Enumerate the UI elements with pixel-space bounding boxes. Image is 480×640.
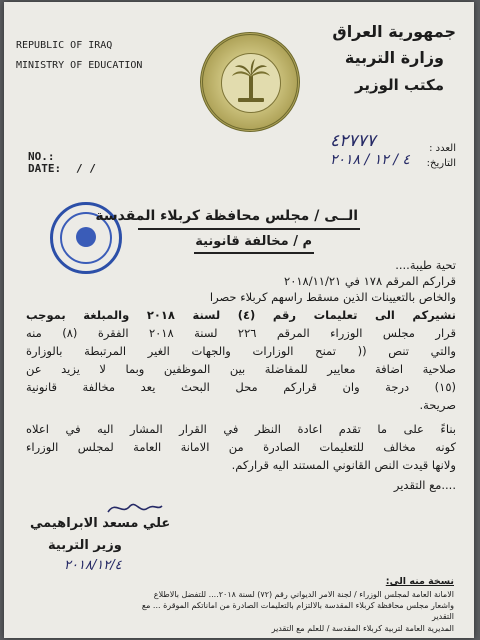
header-ar-ministry: وزارة التربية bbox=[344, 48, 444, 67]
body-line: قرار مجلس الوزراء المرقم ٢٢٦ لسنة ٢٠١٨ الفقرة (٨) منه bbox=[26, 326, 456, 340]
signature-date: ٢٠١٨/١٢/٤ bbox=[64, 558, 122, 573]
ar-number-label: العدد : bbox=[429, 143, 456, 154]
signature-scribble-icon bbox=[104, 498, 164, 518]
date-label: DATE: bbox=[28, 162, 62, 175]
addressee-to: الــى / مجلس محافظة كربلاء المقدسة bbox=[95, 208, 358, 224]
header-en-country: REPUBLIC OF IRAQ bbox=[16, 40, 113, 51]
ar-date-label: التاريخ: bbox=[426, 158, 456, 169]
body-line: تحية طيبة.... bbox=[395, 258, 456, 272]
no-label: NO.: bbox=[28, 150, 55, 163]
ar-number-value: ٤٢٧٧٧ bbox=[330, 131, 376, 151]
cc-item: المديرية العامة لتربية كربلاء المقدسة / للعلم مع التقدير bbox=[271, 624, 454, 633]
cc-heading: نسخة منه الى: bbox=[385, 576, 454, 587]
body-line: قراركم المرقم ١٧٨ في ٢٠١٨/١١/٢١ bbox=[284, 274, 456, 288]
cc-item: الامانة العامة لمجلس الوزراء / لجنة الامر الديواني رقم (٧٢) لسنة ٢٠١٨.... للتفضل بالاطلاع bbox=[153, 590, 454, 599]
ministry-emblem-icon bbox=[200, 32, 300, 132]
header-ar-country: جمهورية العراق bbox=[332, 22, 456, 41]
body-line: كونه مخالف للتعليمات الصادرة من الامانة العامة لمجلس الوزراء bbox=[26, 440, 456, 454]
cc-item: واشعار مجلس محافظة كربلاء المقدسة بالالتزام بالتعليمات الصادرة من اماناتكم الموقرة ... مع bbox=[141, 601, 454, 610]
body-line: بناءً على ما تقدم اعادة النظر في القرار المشار اليه في اعلاه bbox=[26, 422, 456, 436]
body-line: صلاحية اضافة معايير للمفاضلة بين الموظفين وبما لا يزيد عن bbox=[26, 362, 456, 376]
body-line: ....مع التقدير bbox=[393, 478, 456, 492]
body-line: والخاص بالتعيينات الذين مسقط راسهم كربلاء حصرا bbox=[209, 290, 456, 304]
signatory-title: وزير التربية bbox=[48, 538, 122, 553]
signatory-name: علي مسعد الابراهيمي bbox=[30, 516, 171, 531]
body-line: نشيركم الى تعليمات رقم (٤) لسنة ٢٠١٨ والمبلغة بموجب bbox=[26, 308, 456, 322]
header-en-ministry: MINISTRY OF EDUCATION bbox=[16, 60, 143, 71]
cc-item: التقدير bbox=[432, 612, 454, 621]
subject-underline bbox=[194, 252, 314, 254]
letter-page bbox=[4, 2, 474, 638]
addressee-underline bbox=[138, 228, 360, 230]
header-ar-office: مكتب الوزير bbox=[354, 76, 444, 94]
date-slashes: / / bbox=[76, 162, 96, 175]
addressee-subject: م / مخالفة قانونية bbox=[195, 234, 312, 249]
body-line: (١٥) درجة وان قراركم محل البحث يعد مخالفة قانونية bbox=[26, 380, 456, 394]
body-line: صريحة. bbox=[419, 398, 456, 412]
ar-date-value: ٤ / ١٢ / ٢٠١٨ bbox=[330, 152, 410, 168]
body-line: والتي تنص (( تمنح الوزارات والجهات الغير المرتبطة بالوزارة bbox=[26, 344, 456, 358]
body-line: ولانها قيدت النص القانوني المستند اليه قراركم. bbox=[231, 458, 456, 472]
